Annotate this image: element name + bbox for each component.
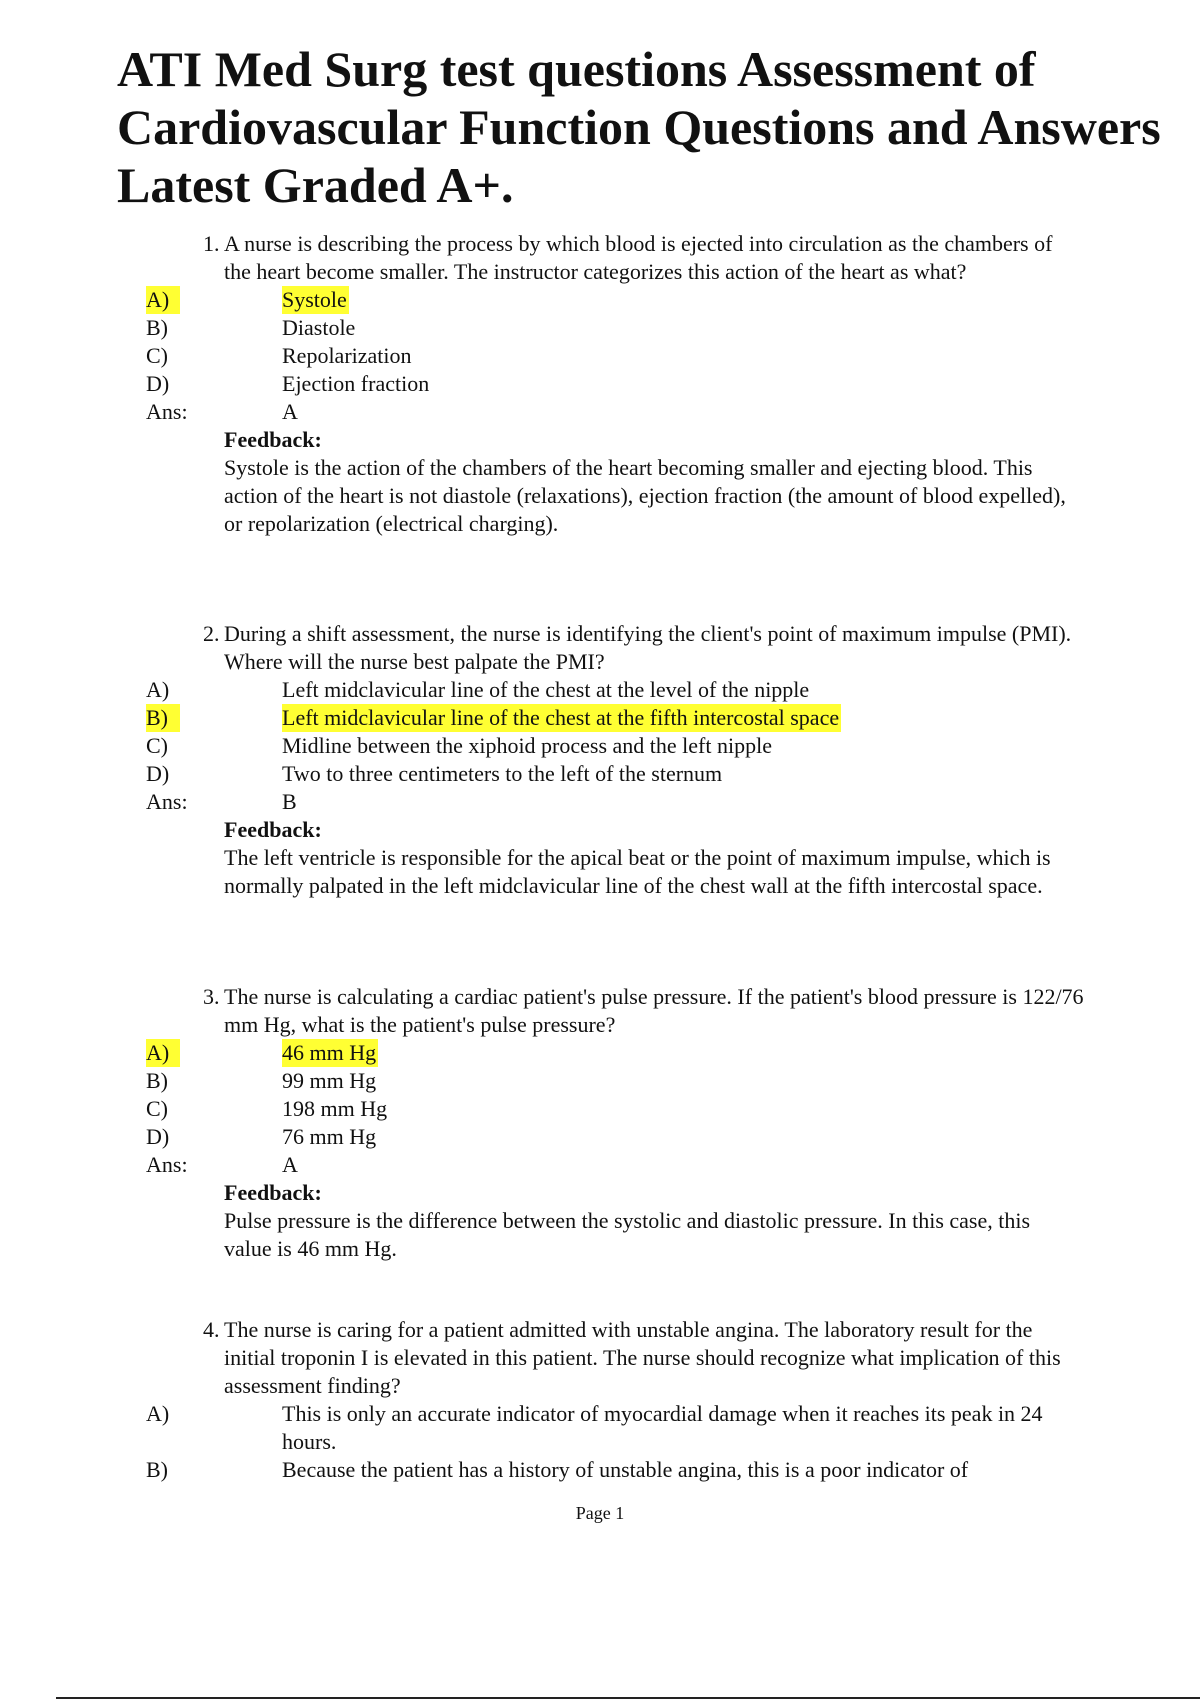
answer-row: [0, 1151, 1200, 1179]
question-text: During a shift assessment, the nurse is identifying the client's point of maximum impulse (PMI). Where will the nurse best palpate the PMI?: [224, 621, 1072, 674]
option-text: 99 mm Hg: [282, 1068, 377, 1093]
question-number: 4.: [203, 1317, 220, 1342]
option-letter: B): [146, 704, 180, 732]
question-1: [0, 230, 1200, 538]
answer-option-c: [0, 732, 1200, 760]
title-line: Latest Graded A+.: [117, 157, 514, 213]
option-letter: B): [146, 315, 168, 340]
page-number: Page 1: [575, 1503, 625, 1523]
answer-value: A: [282, 399, 298, 424]
question-4: [0, 1316, 1200, 1484]
feedback-text: Systole is the action of the chambers of the heart becoming smaller and ejecting blood. This action of the heart is not diastole (relaxations), ejection fraction (the amount of blood expelled), or repolarization (electrical charging).: [224, 455, 1066, 536]
answer-option-d: [0, 1123, 1200, 1151]
option-text: Because the patient has a history of unstable angina, this is a poor indicator of: [282, 1457, 969, 1482]
answer-option-a: [0, 286, 1200, 314]
answer-option-b: [0, 704, 1200, 732]
answer-option-d: [0, 370, 1200, 398]
option-text: 198 mm Hg: [282, 1096, 388, 1121]
option-text: 46 mm Hg: [282, 1040, 377, 1065]
question-stem: [203, 230, 1084, 286]
answer-value: B: [282, 789, 297, 814]
option-letter: D): [146, 761, 170, 786]
document-title: [117, 40, 1200, 214]
answer-label: Ans:: [146, 789, 188, 814]
option-text: Ejection fraction: [282, 371, 430, 396]
option-text: Midline between the xiphoid process and the left nipple: [282, 733, 772, 758]
answer-label: Ans:: [146, 399, 188, 424]
option-letter: B): [146, 1457, 168, 1482]
answer-option-a: [0, 1039, 1200, 1067]
option-letter: B): [146, 1068, 168, 1093]
question-stem: [203, 983, 1084, 1039]
footer-divider: [56, 1697, 1200, 1699]
answer-row: [0, 788, 1200, 816]
option-letter: D): [146, 371, 170, 396]
answer-option-c: [0, 342, 1200, 370]
title-line: ATI Med Surg test questions Assessment of: [117, 41, 1036, 97]
answer-value: A: [282, 1152, 298, 1177]
answer-option-c: [0, 1095, 1200, 1123]
option-letter: D): [146, 1124, 170, 1149]
question-number: 2.: [203, 621, 220, 646]
option-text: Diastole: [282, 315, 356, 340]
question-2: [0, 620, 1200, 900]
option-letter: A): [146, 1039, 180, 1067]
answer-option-b: [0, 1456, 1200, 1484]
option-letter: C): [146, 343, 168, 368]
question-stem: [203, 620, 1084, 676]
feedback-label: Feedback:: [224, 1180, 322, 1205]
answer-option-d: [0, 760, 1200, 788]
answer-label: Ans:: [146, 1152, 188, 1177]
question-text: The nurse is calculating a cardiac patient's pulse pressure. If the patient's blood pressure is 122/76 mm Hg, what is the patient's pulse pressure?: [224, 984, 1084, 1037]
question-stem: [203, 1316, 1084, 1400]
question-3: [0, 983, 1200, 1263]
feedback-label: Feedback:: [224, 427, 322, 452]
option-letter: A): [146, 677, 170, 702]
option-text: Repolarization: [282, 343, 412, 368]
option-text: Two to three centimeters to the left of the sternum: [282, 761, 723, 786]
option-text: Left midclavicular line of the chest at the level of the nipple: [282, 677, 810, 702]
title-line: Cardiovascular Function Questions and Answers: [117, 99, 1161, 155]
question-number: 3.: [203, 984, 220, 1009]
option-letter: C): [146, 733, 168, 758]
question-number: 1.: [203, 231, 220, 256]
answer-option-b: [0, 314, 1200, 342]
option-text: 76 mm Hg: [282, 1124, 377, 1149]
feedback-label: Feedback:: [224, 817, 322, 842]
option-text: Left midclavicular line of the chest at the fifth intercostal space: [282, 705, 840, 730]
feedback-text: Pulse pressure is the difference between the systolic and diastolic pressure. In this case, this value is 46 mm Hg.: [224, 1208, 1031, 1261]
feedback-text: The left ventricle is responsible for the apical beat or the point of maximum impulse, which is normally palpated in the left midclavicular line of the chest wall at the fifth intercostal space.: [224, 845, 1051, 898]
answer-option-a: [0, 676, 1200, 704]
question-text: The nurse is caring for a patient admitted with unstable angina. The laboratory result for the initial troponin I is elevated in this patient. The nurse should recognize what implication of this assessment finding?: [224, 1317, 1061, 1398]
option-letter: C): [146, 1096, 168, 1121]
question-text: A nurse is describing the process by which blood is ejected into circulation as the chambers of the heart become smaller. The instructor categorizes this action of the heart as what?: [224, 231, 1053, 284]
answer-option-a: [0, 1400, 1200, 1456]
option-text: This is only an accurate indicator of myocardial damage when it reaches its peak in 24 hours.: [282, 1401, 1043, 1454]
answer-row: [0, 398, 1200, 426]
option-letter: A): [146, 1401, 170, 1426]
option-letter: A): [146, 286, 180, 314]
option-text: Systole: [282, 287, 347, 312]
answer-option-b: [0, 1067, 1200, 1095]
